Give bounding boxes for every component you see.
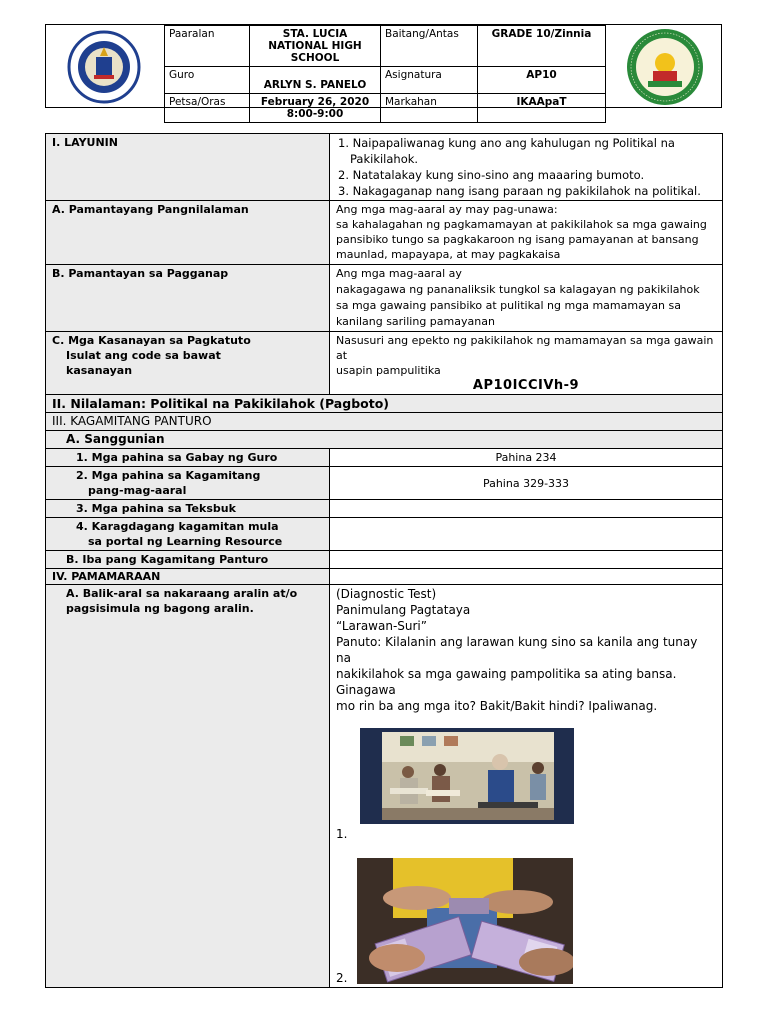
baitang-value: GRADE 10/Zinnia: [478, 26, 606, 67]
pamamaraan-blank: [330, 569, 723, 585]
image-number: 1.: [336, 827, 348, 841]
row-nilalaman: [46, 395, 723, 413]
balik-aral-label-line: A. Balik-aral sa nakaraang aralin at/o: [66, 587, 298, 600]
row-pamantayan-pagganap: [46, 265, 723, 332]
layunin-item: 1. Naipapaliwanag kung ano ang kahulugan ng Politikal na: [338, 136, 675, 150]
text-line: sa mga gawaing pansibiko at pulitikal ng mga mamamayan sa: [336, 299, 681, 312]
petsa-label: Petsa/Oras: [165, 94, 250, 123]
row-kagamitang-mag-aaral: [46, 467, 723, 500]
panuto-line: Panuto: Kilalanin ang larawan kung sino sa kanila ang tunay na: [336, 635, 698, 665]
row-balik-aral: [46, 585, 723, 988]
deped-seal-logo: [58, 29, 150, 105]
image-item-2: [336, 858, 716, 986]
panuto-line: nakikilahok sa mga gawaing pampolitika sa ating bansa. Ginagawa: [336, 667, 677, 697]
test-type: (Diagnostic Test): [336, 587, 437, 601]
markahan-value: IKAApaT: [478, 94, 606, 123]
ref-label: 1. Mga pahina sa Gabay ng Guro: [46, 449, 330, 467]
text-line: usapin pampulitika: [336, 364, 441, 377]
ref-label-line: pang-mag-aaral: [88, 484, 187, 497]
row-pamantayang-pangnilalaman: [46, 201, 723, 265]
kasanayan-label: [46, 332, 330, 395]
image-item-1: [336, 728, 716, 842]
layunin-label: I. LAYUNIN: [46, 134, 330, 201]
pagganap-label: B. Pamantayan sa Pagganap: [46, 265, 330, 332]
text-line: sa kahalagahan ng pagkamamayan at pakikilahok sa mga gawaing: [336, 218, 707, 231]
row-sanggunian: [46, 431, 723, 449]
ref-label-line: 4. Karagdagang kagamitan mula: [76, 520, 279, 533]
layunin-item: 3. Nakagaganap nang isang paraan ng pakikilahok na politikal.: [338, 184, 701, 198]
baitang-label: Baitang/Antas: [381, 26, 478, 67]
panuto-line: mo rin ba ang mga ito? Bakit/Bakit hindi? Ipaliwanag.: [336, 699, 658, 713]
ref-label: 3. Mga pahina sa Teksbuk: [46, 500, 330, 518]
balik-aral-content: [330, 585, 723, 988]
ref-label-line: 2. Mga pahina sa Kagamitang: [76, 469, 261, 482]
ref-label: [46, 467, 330, 500]
guro-value: ARLYN S. PANELO: [250, 67, 381, 94]
row-teksbuk: [46, 500, 723, 518]
kasanayan-label-line: C. Mga Kasanayan sa Pagkatuto: [52, 334, 251, 347]
text-line: kanilang sariling pamayanan: [336, 315, 495, 328]
kasanayan-text: [330, 332, 723, 395]
markahan-label: Markahan: [381, 94, 478, 123]
text-line: nakagagawa ng pananaliksik tungkol sa kalagayan ng pakikilahok: [336, 283, 700, 296]
row-kasanayan: [46, 332, 723, 395]
nilalaman-heading: II. Nilalaman: Politikal na Pakikilahok (Pagboto): [46, 395, 723, 413]
pangnilalaman-label: A. Pamantayang Pangnilalaman: [46, 201, 330, 265]
text-line: Ang mga mag-aaral ay: [336, 267, 462, 280]
balik-aral-label-line: pagsisimula ng bagong aralin.: [66, 602, 254, 615]
ref-label: [46, 518, 330, 551]
ref-value: [330, 500, 723, 518]
row-layunin: [46, 134, 723, 201]
header-block: [45, 24, 722, 120]
petsa-value: [250, 94, 381, 123]
ref-value: Pahina 234: [330, 449, 723, 467]
paaralan-value: STA. LUCIA NATIONAL HIGH SCHOOL: [250, 26, 381, 67]
row-gabay-guro: [46, 449, 723, 467]
layunin-list: [330, 134, 723, 201]
pamamaraan-heading: IV. PAMAMARAAN: [46, 569, 330, 585]
row-kagamitan: [46, 413, 723, 431]
lesson-plan-table: [45, 133, 723, 988]
school-logo: [612, 27, 718, 107]
pagganap-text: [330, 265, 723, 332]
ref-value: Pahina 329-333: [330, 467, 723, 500]
row-iba-pang: [46, 551, 723, 569]
pangnilalaman-text: [330, 201, 723, 265]
test-title: “Larawan-Suri”: [336, 619, 427, 633]
kagamitan-heading: III. KAGAMITANG PANTURO: [46, 413, 723, 431]
petsa-time: 8:00-9:00: [286, 108, 344, 120]
kasanayan-label-line: Isulat ang code sa bawat: [66, 349, 221, 362]
test-name: Panimulang Pagtataya: [336, 603, 471, 617]
text-line: pansibiko tungo sa pagkakaroon ng isang pamayanan at bansang: [336, 233, 699, 246]
iba-pang-label: B. Iba pang Kagamitang Panturo: [46, 551, 330, 569]
sanggunian-heading: A. Sanggunian: [46, 431, 723, 449]
petsa-date: February 26, 2020: [260, 96, 370, 108]
row-learning-resource: [46, 518, 723, 551]
voting-photo: [360, 728, 574, 824]
asignatura-label: Asignatura: [381, 67, 478, 94]
text-line: Ang mga mag-aaral ay may pag-unawa:: [336, 203, 558, 216]
row-pamamaraan: [46, 569, 723, 585]
competency-code: AP10ICCIVh-9: [472, 378, 580, 393]
ref-label-line: sa portal ng Learning Resource: [88, 535, 283, 548]
ref-value: [330, 518, 723, 551]
text-line: maunlad, mapayapa, at may pagkakaisa: [336, 248, 561, 261]
text-line: Nasusuri ang epekto ng pakikilahok ng mamamayan sa mga gawain at: [336, 334, 714, 362]
asignatura-value: AP10: [478, 67, 606, 94]
paaralan-label: Paaralan: [165, 26, 250, 67]
balik-aral-label: [46, 585, 330, 988]
guro-label: Guro: [165, 67, 250, 94]
iba-pang-value: [330, 551, 723, 569]
header-info-table: [164, 25, 606, 123]
image-number: 2.: [336, 971, 348, 985]
layunin-item: Pakikilahok.: [350, 152, 419, 166]
layunin-item: 2. Natatalakay kung sino-sino ang maaaring bumoto.: [338, 168, 645, 182]
money-photo: [357, 858, 573, 984]
kasanayan-label-line: kasanayan: [66, 364, 133, 377]
